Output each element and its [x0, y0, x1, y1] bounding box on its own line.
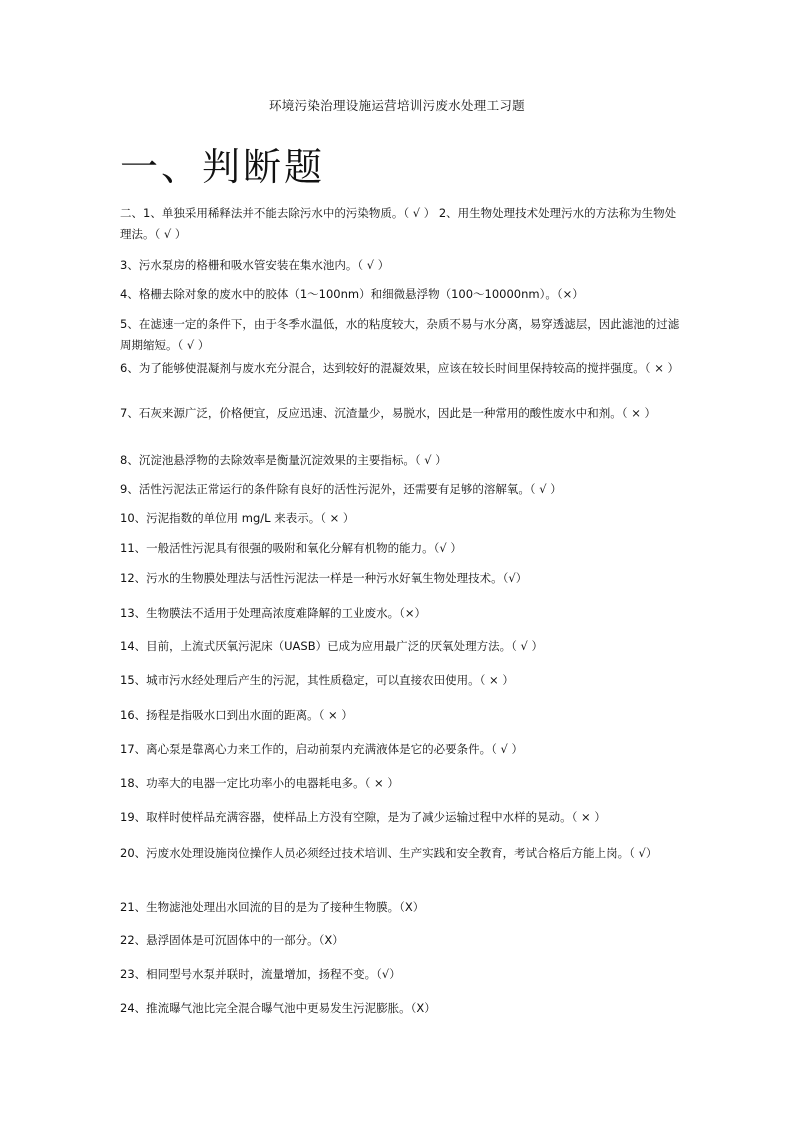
question-item: 4、格栅去除对象的废水中的胶体（1～100nm）和细微悬浮物（100～10000nm）。（×）: [120, 287, 584, 301]
question-item: 3、污水泵房的格栅和吸水管安装在集水池内。（ √ ）: [120, 258, 390, 272]
section-heading: 一、判断题: [120, 145, 326, 189]
question-item: 20、污废水处理设施岗位操作人员必须经过技术培训、生产实践和安全教育，考试合格后方能上岗。（ √）: [120, 846, 658, 860]
question-item: 8、沉淀池悬浮物的去除效率是衡量沉淀效果的主要指标。（ √ ）: [120, 453, 447, 467]
question-item: 17、离心泵是靠离心力来工作的，启动前泵内充满液体是它的必要条件。（ √ ）: [120, 742, 524, 756]
question-item: 11、一般活性污泥具有很强的吸附和氧化分解有机物的能力。（√ ）: [120, 541, 462, 555]
question-item: 5、在滤速一定的条件下，由于冬季水温低，水的粘度较大，杂质不易与水分离，易穿透滤层，因此滤池的过滤周期缩短。（ √ ）: [120, 317, 680, 352]
question-item: 13、生物膜法不适用于处理高浓度难降解的工业废水。（×）: [120, 606, 427, 620]
question-item: 18、功率大的电器一定比功率小的电器耗电多。（ × ）: [120, 776, 399, 790]
question-item: 19、取样时使样品充满容器，使样品上方没有空隙，是为了减少运输过程中水样的晃动。（ × ）: [120, 810, 606, 824]
question-item: 9、活性污泥法正常运行的条件除有良好的活性污泥外，还需要有足够的溶解氧。（ √ ）: [120, 482, 562, 496]
question-item: 7、石灰来源广泛，价格便宜，反应迅速、沉渣量少，易脱水，因此是一种常用的酸性废水中和剂。（ × ）: [120, 406, 657, 420]
question-item: 10、污泥指数的单位用 mg/L 来表示。（ × ）: [120, 511, 355, 525]
question-item: 22、悬浮固体是可沉固体中的一部分。（X）: [120, 933, 344, 947]
question-item: 6、为了能够使混凝剂与废水充分混合，达到较好的混凝效果，应该在较长时间里保持较高的搅拌强度。（ × ）: [120, 361, 680, 375]
question-item: 23、相同型号水泵并联时，流量增加，扬程不变。（√）: [120, 967, 401, 981]
question-item: 21、生物滤池处理出水回流的目的是为了接种生物膜。（X）: [120, 900, 425, 914]
question-item: 24、推流曝气池比完全混合曝气池中更易发生污泥膨胀。（X）: [120, 1001, 436, 1015]
question-item: 16、扬程是指吸水口到出水面的距离。（ × ）: [120, 708, 353, 722]
question-item: 14、目前，上流式厌氧污泥床（UASB）已成为应用最广泛的厌氧处理方法。（ √ ）: [120, 639, 543, 653]
question-item: 二、1、单独采用稀释法并不能去除污水中的污染物质。（ √ ） 2、用生物处理技术处理污水的方法称为生物处理法。（ √ ）: [120, 206, 677, 241]
question-item: 12、污水的生物膜处理法与活性污泥法一样是一种污水好氧生物处理技术。（√）: [120, 571, 528, 585]
question-item: 15、城市污水经处理后产生的污泥，其性质稳定，可以直接农田使用。（ × ）: [120, 673, 514, 687]
document-title: 环境污染治理设施运营培训污废水处理工习题: [268, 98, 525, 113]
